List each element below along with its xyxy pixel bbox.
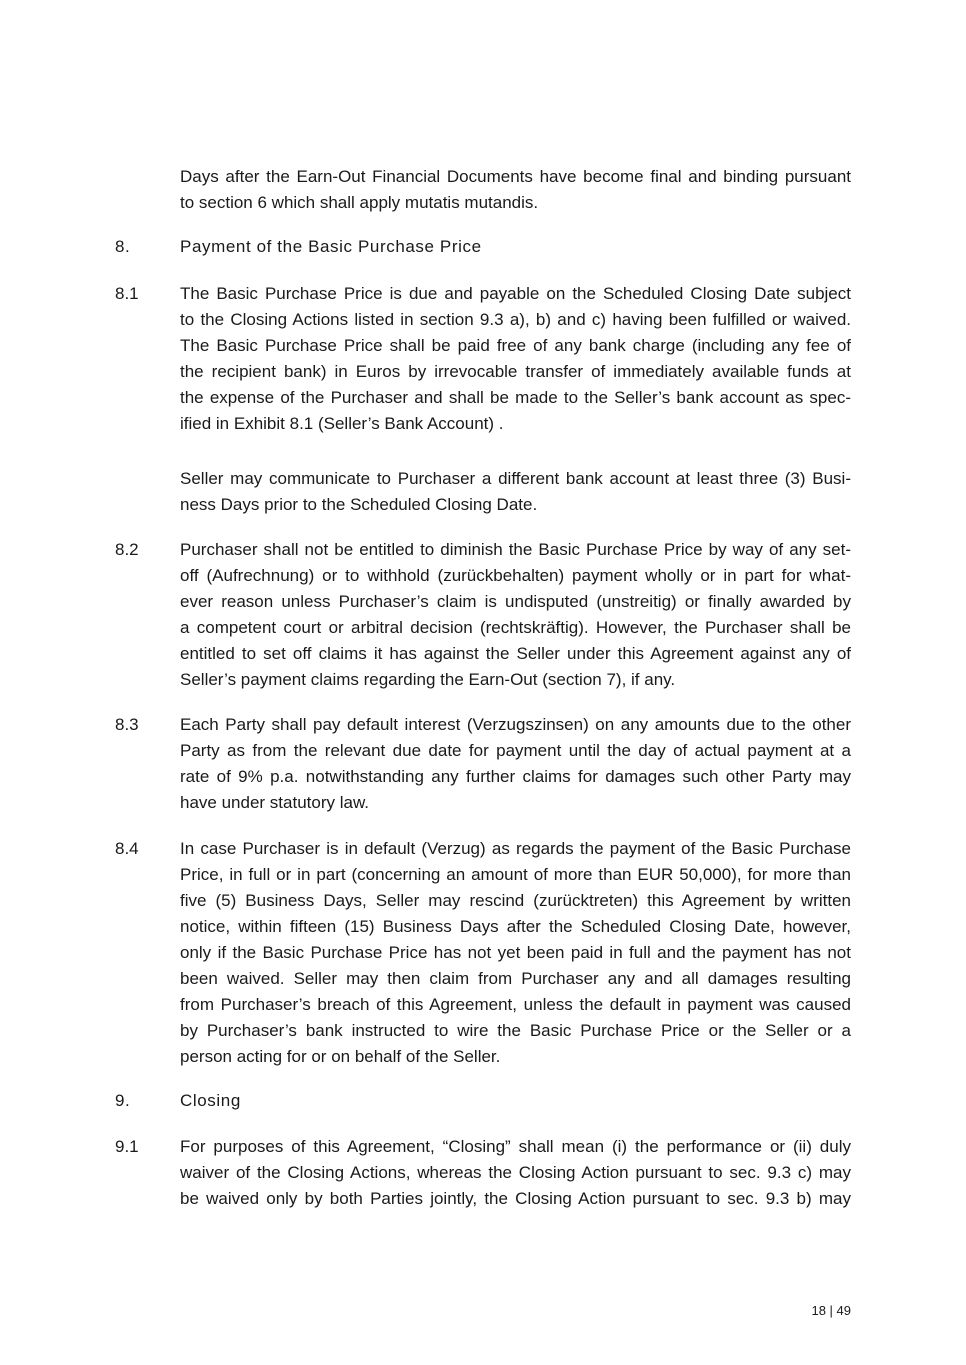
text-line: rate of 9% p.a. notwithstanding any further claims for damages such other Party may bbox=[180, 767, 851, 786]
text-line: For purposes of this Agreement, “Closing” shall mean (i) the performance or (ii) duly bbox=[180, 1137, 851, 1156]
clause-text bbox=[180, 281, 851, 437]
clause-number: 8. bbox=[115, 237, 131, 256]
text-line: ified in Exhibit 8.1 (Seller’s Bank Account) . bbox=[180, 414, 504, 433]
text-line: the expense of the Purchaser and shall be made to the Seller’s bank account as spec- bbox=[180, 388, 851, 407]
text-line: a competent court or arbitral decision (rechtskräftig). However, the Purchaser shall be bbox=[180, 618, 851, 637]
clause-text bbox=[180, 537, 851, 693]
text-line: entitled to set off claims it has against the Seller under this Agreement against any of bbox=[180, 644, 851, 663]
text-line: Each Party shall pay default interest (Verzugszinsen) on any amounts due to the other bbox=[180, 715, 851, 734]
clause-number: 8.1 bbox=[115, 284, 139, 303]
text-line: ness Days prior to the Scheduled Closing Date. bbox=[180, 495, 538, 514]
section-heading bbox=[180, 1088, 851, 1114]
text-line: been waived. Seller may then claim from Purchaser any and all damages resulting bbox=[180, 969, 851, 988]
text-line: The Basic Purchase Price is due and payable on the Scheduled Closing Date subject bbox=[180, 284, 851, 303]
clause-text bbox=[180, 836, 851, 1070]
clause-number: 8.2 bbox=[115, 540, 139, 559]
clause-number: 8.3 bbox=[115, 715, 139, 734]
section-heading bbox=[180, 234, 851, 260]
clause-number: 8.4 bbox=[115, 839, 139, 858]
text-line: waiver of the Closing Actions, whereas the Closing Action pursuant to sec. 9.3 c) may bbox=[180, 1163, 851, 1182]
text-line: In case Purchaser is in default (Verzug) as regards the payment of the Basic Purchase bbox=[180, 839, 851, 858]
text-line: off (Aufrechnung) or to withhold (zurückbehalten) payment wholly or in part for what- bbox=[180, 566, 851, 585]
text-line: be waived only by both Parties jointly, the Closing Action pursuant to sec. 9.3 b) may bbox=[180, 1189, 851, 1208]
text-line: have under statutory law. bbox=[180, 793, 370, 812]
text-line: Purchaser shall not be entitled to diminish the Basic Purchase Price by way of any set- bbox=[180, 540, 851, 559]
clause-text bbox=[180, 466, 851, 518]
text-line: Party as from the relevant due date for payment until the day of actual payment at a bbox=[180, 741, 851, 760]
clause-text bbox=[180, 712, 851, 816]
text-line: by Purchaser’s bank instructed to wire the Basic Purchase Price or the Seller or a bbox=[180, 1021, 851, 1040]
clause-number: 9. bbox=[115, 1091, 131, 1110]
text-line: Seller may communicate to Purchaser a different bank account at least three (3) Busi- bbox=[180, 469, 851, 488]
text-line: Payment of the Basic Purchase Price bbox=[180, 237, 482, 256]
text-line: ever reason unless Purchaser’s claim is undisputed (unstreitig) or finally awarded by bbox=[180, 592, 851, 611]
clause-text bbox=[180, 164, 851, 216]
text-line: from Purchaser’s breach of this Agreement, unless the default in payment was caused bbox=[180, 995, 851, 1014]
text-line: to the Closing Actions listed in section 9.3 a), b) and c) having been fulfilled or waived. bbox=[180, 310, 851, 329]
text-line: person acting for or on behalf of the Seller. bbox=[180, 1047, 501, 1066]
text-line: Price, in full or in part (concerning an amount of more than EUR 50,000), for more than bbox=[180, 865, 851, 884]
text-line: Closing bbox=[180, 1091, 241, 1110]
text-line: The Basic Purchase Price shall be paid free of any bank charge (including any fee of bbox=[180, 336, 851, 355]
text-line: Seller’s payment claims regarding the Earn-Out (section 7), if any. bbox=[180, 670, 676, 689]
clause-text bbox=[180, 1134, 851, 1212]
text-line: notice, within fifteen (15) Business Days after the Scheduled Closing Date, however, bbox=[180, 917, 851, 936]
text-line: the recipient bank) in Euros by irrevocable transfer of immediately available funds at bbox=[180, 362, 851, 381]
text-line: to section 6 which shall apply mutatis mutandis. bbox=[180, 193, 539, 212]
text-line: five (5) Business Days, Seller may rescind (zurücktreten) this Agreement by written bbox=[180, 891, 851, 910]
page-number: 18 | 49 bbox=[811, 1303, 851, 1318]
text-line: only if the Basic Purchase Price has not yet been paid in full and the payment has not bbox=[180, 943, 851, 962]
clause-number: 9.1 bbox=[115, 1137, 139, 1156]
text-line: Days after the Earn-Out Financial Documents have become final and binding pursuant bbox=[180, 167, 851, 186]
